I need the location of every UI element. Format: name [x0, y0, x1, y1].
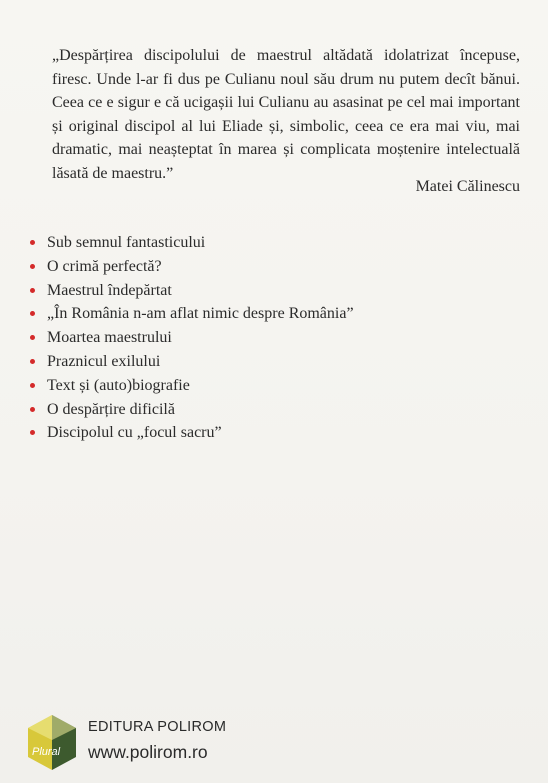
bullet-icon	[30, 288, 35, 293]
bullet-icon	[30, 335, 35, 340]
bullet-icon	[30, 430, 35, 435]
list-item	[30, 374, 354, 398]
bullet-icon	[30, 311, 35, 316]
publisher-name: EDITURA POLIROM	[88, 719, 227, 735]
bullet-icon	[30, 264, 35, 269]
list-item	[30, 398, 354, 422]
list-item	[30, 421, 354, 445]
list-item-label: Moartea maestrului	[47, 329, 172, 347]
list-item	[30, 350, 354, 374]
list-item	[30, 302, 354, 326]
list-item-label: Text și (auto)biografie	[47, 376, 190, 394]
list-item	[30, 326, 354, 350]
list-item-label: O crimă perfectă?	[47, 257, 162, 275]
bullet-icon	[30, 240, 35, 245]
quote-text: „Despărțirea discipolului de maestrul altădată idolatrizat începuse, firesc. Unde l-ar fi dus pe Culianu noul său drum nu putem decît bănui. Ceea ce e sigur e că ucigașii lui Culianu au asasinat pe cel mai important și original discipol al lui Eliade și, simbolic, ceea ce era mai viu, mai dramatic, mai neașteptat în marea și complicata moștenire intelectuală lăsată de maestru.”	[52, 47, 520, 182]
bullet-icon	[30, 407, 35, 412]
list-item	[30, 279, 354, 303]
list-item-label: „În România n-am aflat nimic despre România”	[47, 305, 354, 323]
list-item	[30, 255, 354, 279]
list-item-label: Discipolul cu „focul sacru”	[47, 424, 222, 442]
list-item	[30, 231, 354, 255]
plural-logo-icon	[26, 713, 78, 771]
quote-author: Matei Călinescu	[415, 178, 520, 195]
contents-list	[30, 231, 354, 445]
quote-block	[52, 44, 520, 186]
publisher-info	[88, 717, 226, 765]
publisher-website[interactable]: www.polirom.ro	[88, 742, 208, 762]
logo-label: Plural	[32, 746, 61, 758]
list-item-label: O despărțire dificilă	[47, 400, 175, 418]
list-item-label: Sub semnul fantasticului	[47, 234, 206, 251]
bullet-icon	[30, 383, 35, 388]
list-item-label: Praznicul exilului	[47, 352, 161, 370]
list-item-label: Maestrul îndepărtat	[47, 281, 172, 299]
bullet-icon	[30, 359, 35, 364]
